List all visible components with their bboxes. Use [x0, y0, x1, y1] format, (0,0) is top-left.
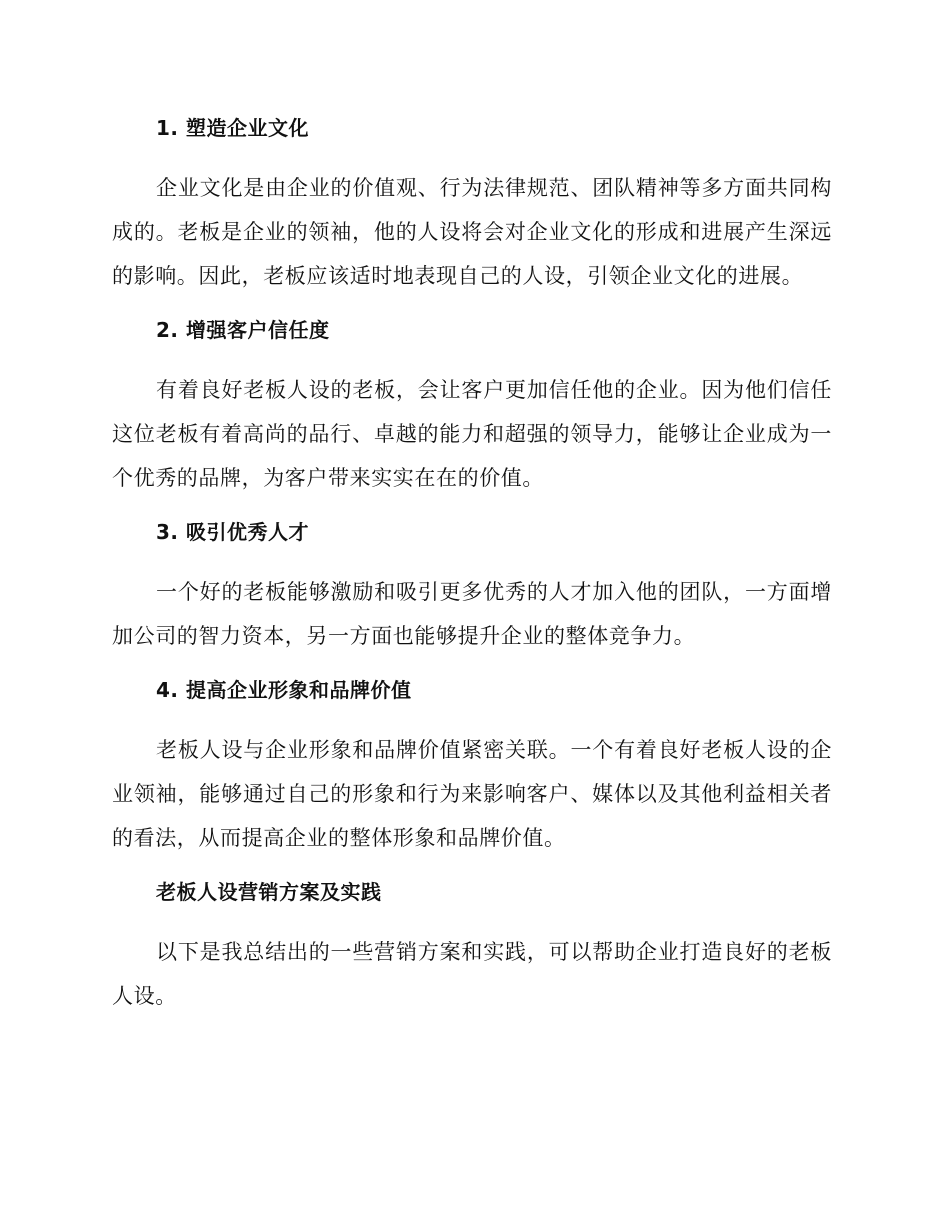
section-paragraph-2: 有着良好老板人设的老板，会让客户更加信任他的企业。因为他们信任这位老板有着高尚的品行、卓越的能力和超强的领导力，能够让企业成为一个优秀的品牌，为客户带来实实在在的价值。 [112, 378, 832, 490]
section-heading-2: 2. 增强客户信任度 [156, 318, 330, 342]
section-paragraph-4: 老板人设与企业形象和品牌价值紧密关联。一个有着良好老板人设的企业领袖，能够通过自己的形象和行为来影响客户、媒体以及其他利益相关者的看法，从而提高企业的整体形象和品牌价值。 [112, 738, 832, 850]
section-heading-3: 3. 吸引优秀人才 [156, 520, 309, 544]
section-paragraph-3: 一个好的老板能够激励和吸引更多优秀的人才加入他的团队，一方面增加公司的智力资本，另一方面也能够提升企业的整体竞争力。 [112, 580, 832, 648]
section-heading-1: 1. 塑造企业文化 [156, 116, 309, 140]
document-page [112, 112, 832, 1018]
section-paragraph-5: 以下是我总结出的一些营销方案和实践，可以帮助企业打造良好的老板人设。 [112, 940, 832, 1008]
section-heading-5: 老板人设营销方案及实践 [156, 880, 382, 904]
section-heading-4: 4. 提高企业形象和品牌价值 [156, 678, 412, 702]
section-paragraph-1: 企业文化是由企业的价值观、行为法律规范、团队精神等多方面共同构成的。老板是企业的领袖，他的人设将会对企业文化的形成和进展产生深远的影响。因此，老板应该适时地表现自己的人设，引领企业文化的进展。 [112, 176, 832, 288]
